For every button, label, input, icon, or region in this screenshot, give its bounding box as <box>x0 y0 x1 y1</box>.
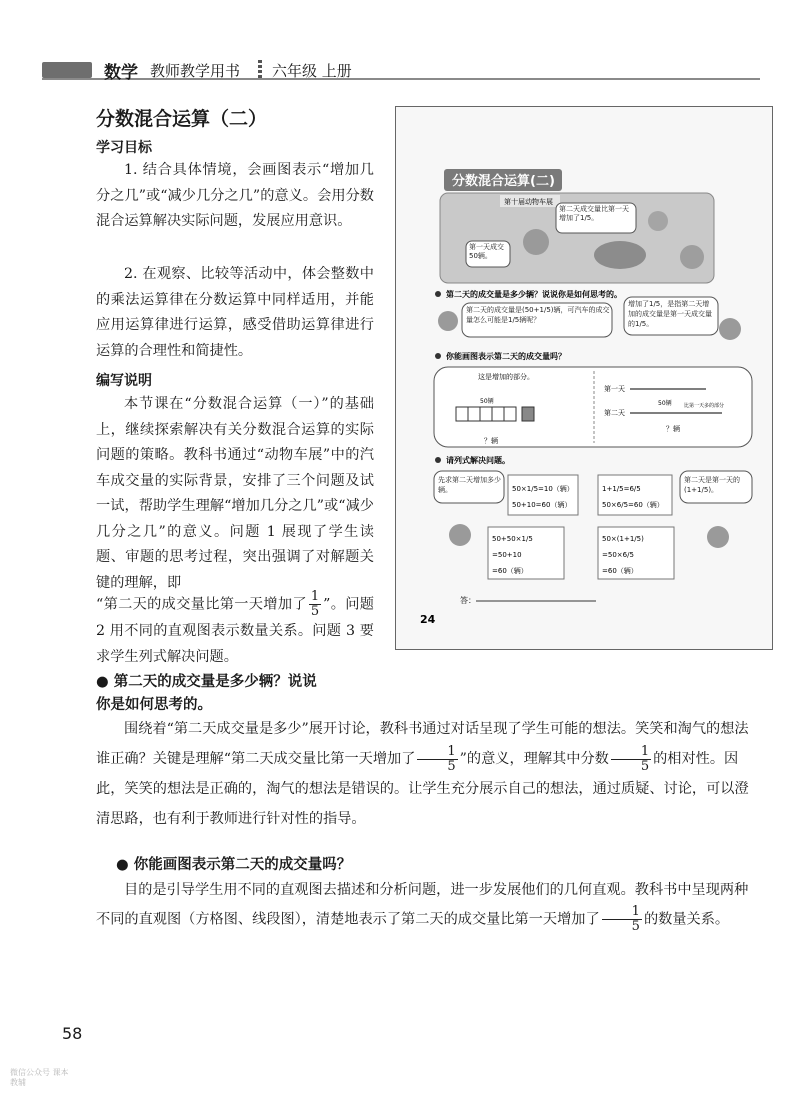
discussion-text-d: 的相对性。因此，笑笑的想法是正确的，淘气的想法是错误的。让学生充分展示自己的想法，通过质疑、讨论，可以澄清思路，也有利于教师进行针对性的指导。 <box>96 751 749 827</box>
bubble-taoqi-text: 第二天的成交量是(50+1/5)辆，可汽车的成交量怎么可能是1/5辆呢？ <box>466 306 610 324</box>
calc-d2: =50×6/5 <box>602 551 634 559</box>
bullet-dot <box>435 457 441 463</box>
grid-question: ？辆 <box>484 437 498 445</box>
answer-label: 答： <box>460 596 476 605</box>
notes-paragraph: 本节课在“分数混合运算（一）”的基础上，继续探索解决有关分数混合运算的实际问题的策略。教科书通过“动物车展”中的汽车成交量的实际背景，安排了三个问题及试一试，帮助学生理解“增加几分之几”或“减少几分之几”的意义。问题 1 展现了学生读题、审题的思考过程，突出强调了对解题关键的理解，即 <box>96 396 374 591</box>
figure-question-2: 你能画图表示第二天的成交量吗？ <box>446 352 566 361</box>
bubble-xiaoxiao-text: 增加了1/5，是指第二天增加的成交量是第一天成交量的1/5。 <box>628 300 712 328</box>
fraction-one-fifth: $\frac{1}{5}$ <box>417 745 457 774</box>
watermark: 微信公众号 课本教辅 <box>10 1068 69 1087</box>
speech-day2-text: 第二天成交量比第一天增加了1/5。 <box>559 205 629 222</box>
discussion-text-b: ”的意义，理解其 <box>459 751 567 767</box>
calc-c3: =60（辆） <box>492 567 528 575</box>
bullet-question-1-line1: ● 第二天的成交量是多少辆？说说 <box>96 673 317 690</box>
discussion-paragraph <box>96 714 756 834</box>
line-day2-label: 第二天 <box>604 409 625 417</box>
bubble-q3-right-text: 第二天是第一天的(1+1/5)。 <box>684 476 740 494</box>
objectives-heading: 学习目标 <box>96 140 152 156</box>
fraction-one-fifth: $\frac{1}{5}$ <box>602 905 642 934</box>
figure-page-number: 24 <box>420 613 436 626</box>
header-decor-bar <box>42 62 92 78</box>
monkey-character <box>648 211 668 231</box>
purpose-text-a: 目的是引导学生用不同的直观图去描述和分析问题，进一步发展他们的几何直观。教科书中呈现两种不同的直观图（方格图、线段图），清楚地表示了第二天的成交量比第一天增加了 <box>96 882 749 928</box>
header-separator <box>258 60 262 78</box>
figure-question-3: 请列式解决问题。 <box>446 456 510 465</box>
calc-d1: 50×(1+1/5) <box>602 535 644 543</box>
calc-a1: 50×1/5=10（辆） <box>512 485 574 493</box>
grid-note: 这是增加的部分。 <box>478 373 534 381</box>
line-extra-label: 比第一天多的部分 <box>684 403 725 409</box>
textbook-page-figure <box>395 106 773 650</box>
discussion-text-c: 中分数 <box>566 751 609 767</box>
line-50-label: 50辆 <box>658 400 672 407</box>
calc-c2: =50+10 <box>492 551 522 559</box>
figure-title: 分数混合运算(二) <box>452 174 555 189</box>
fraction-one-fifth: $\frac{1}{5}$ <box>611 745 651 774</box>
notes-tail-b: ”。问题 2 用不同的直观图表示数量关系。问题 3 要求学生列式解决问题。 <box>96 596 374 665</box>
header-subject: 数学 <box>104 63 138 83</box>
calc-d3: =60（辆） <box>602 567 638 575</box>
calc-a2: 50+10=60（辆） <box>512 501 572 509</box>
purpose-paragraph <box>96 876 756 935</box>
notes-paragraph-tail <box>96 590 374 670</box>
student-boy <box>438 311 458 331</box>
notes-tail-a: “第二天的成交量比第一天增加了 <box>96 596 307 613</box>
objective-2: 2. 在观察、比较等活动中，体会整数中的乘法运算律在分数运算中同样适用，并能应用运算律进行运算，感受借助运算律进行运算的合理性和简捷性。 <box>96 266 374 359</box>
bear-character <box>523 229 549 255</box>
exhibition-banner: 第十届动物车展 <box>504 198 553 206</box>
bullet-dot <box>435 291 441 297</box>
animal-character <box>680 245 704 269</box>
line-question: ？辆 <box>666 425 680 433</box>
header-book-title: 教师教学用书 <box>150 62 241 80</box>
calc-box-a <box>508 475 578 515</box>
speech-day1-text: 第一天成交50辆。 <box>469 243 504 260</box>
notes-heading: 编写说明 <box>96 373 152 389</box>
student-girl-2 <box>707 526 729 548</box>
calc-b2: 50×6/5=60（辆） <box>602 501 664 509</box>
bullet-question-1-line2: 你是如何思考的。 <box>96 696 212 713</box>
bubble-q3-left-text: 先求第二天增加多少辆。 <box>438 476 501 494</box>
calc-box-b <box>598 475 672 515</box>
toy-car <box>594 241 646 269</box>
grid-boxes <box>456 407 534 421</box>
bullet-dot <box>435 353 441 359</box>
discussion-text-a: 围绕着“第二天成交量是多少”展开讨论，教科书通过对话呈现了学生可能的想法。笑笑和淘气的想法谁正确？关键是理解“第二天成交量比第一天增加了 <box>96 721 749 767</box>
fraction-one-fifth: $\frac{1}{5}$ <box>310 589 320 619</box>
lesson-title: 分数混合运算（二） <box>96 108 268 130</box>
student-girl <box>719 318 741 340</box>
figure-question-1: 第二天的成交量是多少辆？说说你是如何思考的。 <box>446 290 622 299</box>
grid-50-label: 50辆 <box>480 398 494 405</box>
student-boy-2 <box>449 524 471 546</box>
calc-c1: 50+50×1/5 <box>492 535 533 543</box>
page-number: 58 <box>62 1024 83 1043</box>
header-grade: 六年级 上册 <box>272 62 352 80</box>
bullet-question-2: ● 你能画图表示第二天的成交量吗？ <box>116 856 352 873</box>
objective-1: 1. 结合具体情境，会画图表示“增加几分之几”或“减少几分之几”的意义。会用分数混合运算解决实际问题，发展应用意识。 <box>96 162 374 229</box>
purpose-text-b: 的数量关系。 <box>643 911 730 928</box>
calc-b1: 1+1/5=6/5 <box>602 485 641 493</box>
line-day1-label: 第一天 <box>604 385 625 393</box>
